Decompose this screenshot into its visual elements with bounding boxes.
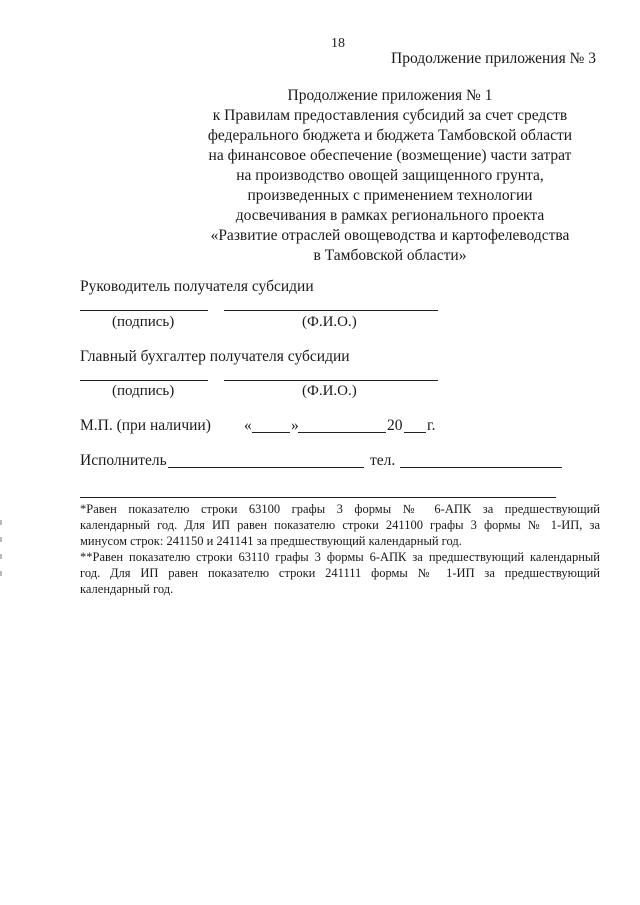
head-signature-line[interactable] <box>80 310 208 311</box>
footnote-2 <box>80 549 600 597</box>
header-line: «Развитие отраслей овощеводства и картофелеводства <box>210 227 570 244</box>
head-name-caption: (Ф.И.О.) <box>302 314 357 330</box>
footnote-separator <box>80 497 556 498</box>
accountant-name-line[interactable] <box>224 380 438 381</box>
footnote-1-line: *Равен показателю строки 63100 графы 3 формы № 6-АПК за предшествующий <box>80 502 600 516</box>
page-number: 18 <box>331 36 345 51</box>
accountant-label: Главный бухгалтер получателя субсидии <box>80 348 350 365</box>
footnote-1-line: минусом строк: 241150 и 241141 за предшествующий календарный год. <box>80 534 462 548</box>
date-close-quote: » <box>291 417 299 434</box>
executor-name-line[interactable] <box>168 467 364 468</box>
header-line: на финансовое обеспечение (возмещение) части затрат <box>208 147 572 164</box>
footnote-2-line: **Равен показателю строки 63110 графы 3 формы 6-АПК за предшествующий календарный <box>80 550 600 564</box>
head-signature-caption: (подпись) <box>112 314 175 330</box>
accountant-signature-caption: (подпись) <box>112 383 175 399</box>
footnote-2-line: год. Для ИП равен показателю строки 241111 формы № 1-ИП за предшествующий <box>80 566 600 580</box>
scan-edge-marks <box>0 520 3 590</box>
date-year-line[interactable] <box>404 432 426 433</box>
header-line: досвечивания в рамках регионального проекта <box>235 207 545 224</box>
continuation-appendix-3: Продолжение приложения № 3 <box>391 50 596 67</box>
appendix-header <box>190 86 590 266</box>
date-month-line[interactable] <box>298 432 386 433</box>
header-line: в Тамбовской области» <box>313 247 467 264</box>
date-year-suffix: г. <box>427 417 436 434</box>
footnote-1 <box>80 501 600 549</box>
head-name-line[interactable] <box>224 310 438 311</box>
header-line: к Правилам предоставления субсидий за счет средств <box>212 107 568 124</box>
date-year-prefix: 20 <box>387 417 403 434</box>
header-line: Продолжение приложения № 1 <box>287 87 493 104</box>
accountant-name-caption: (Ф.И.О.) <box>302 383 357 399</box>
footnote-1-line: календарный год. Для ИП равен показателю строки 241100 графы 3 формы № 1-ИП, за <box>80 518 600 532</box>
executor-label: Исполнитель <box>80 452 167 469</box>
date-day-line[interactable] <box>252 432 290 433</box>
phone-line[interactable] <box>400 467 562 468</box>
header-line: произведенных с применением технологии <box>247 187 533 204</box>
footnote-2-line: календарный год. <box>80 582 174 596</box>
phone-label: тел. <box>370 452 396 469</box>
head-label: Руководитель получателя субсидии <box>80 278 314 295</box>
date-open-quote: « <box>244 417 252 434</box>
accountant-signature-line[interactable] <box>80 380 208 381</box>
header-line: федерального бюджета и бюджета Тамбовской области <box>207 127 573 144</box>
header-line: на производство овощей защищенного грунта, <box>236 167 544 184</box>
seal-label: М.П. (при наличии) <box>80 417 211 434</box>
